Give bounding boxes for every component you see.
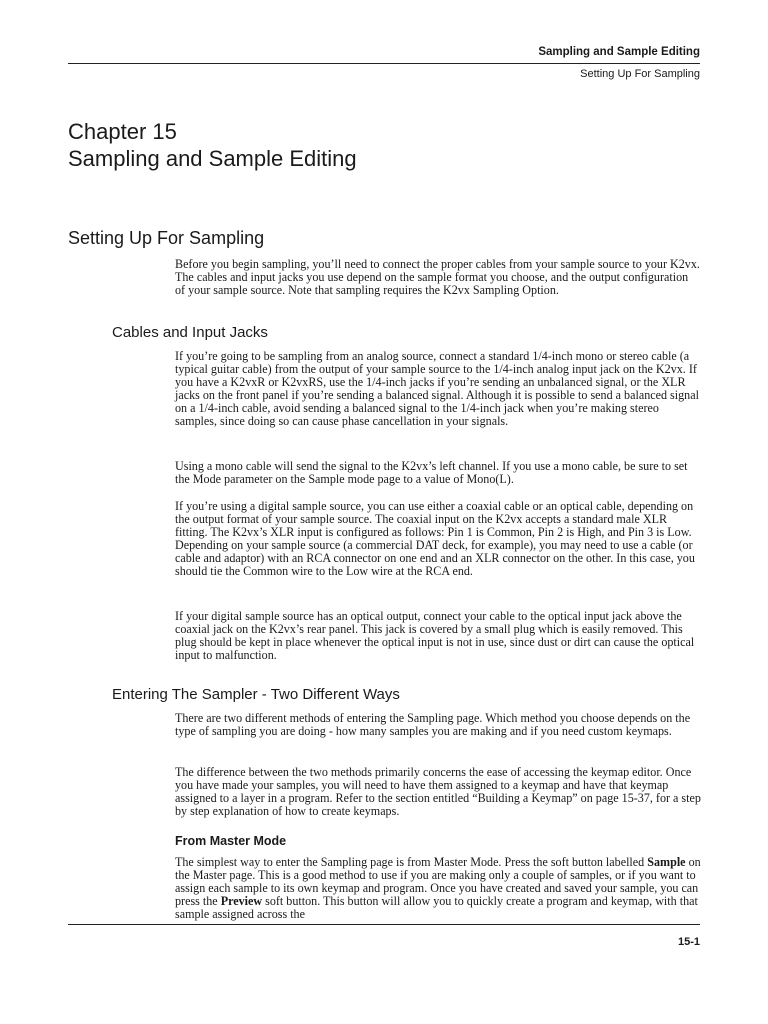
chapter-number: Chapter 15 [68,119,177,144]
master-mode-paragraph [175,856,701,922]
master-text-b: on the Master page. This is a good method to use if you are making only a couple of samples, or if you want to assign each sample to its own keymap and program. Once you have created and saved your sample, you can press the [175,856,701,909]
entering-heading: Entering The Sampler - Two Different Ways [112,686,400,703]
sample-label: Sample [647,856,686,869]
master-mode-heading: From Master Mode [175,834,287,848]
entering-paragraph-1: There are two different methods of entering the Sampling page. Which method you choose depends on the type of sampling you are doing - how many samples you are making and if you need custom keymaps. [175,711,691,739]
chapter-heading [68,118,357,172]
preview-label: Preview [220,894,263,909]
running-header-subtitle: Setting Up For Sampling [580,68,700,80]
footer-rule [68,924,700,925]
entering-paragraph-2: The difference between the two methods primarily concerns the ease of accessing the keymap editor. Once you have made your samples, you will need to have them assigned to a keymap and have that keymap assigned to a layer in a program. Refer to the section entitled “Building a Keymap” on page 15-37, for a step by step explanation of how to create keymaps. [175,765,701,819]
cables-paragraph-4: If your digital sample source has an optical output, connect your cable to the optical input jack above the coaxial jack on the K2vx’s rear panel. This jack is covered by a small plug which is easily removed. This plug should be kept in place whenever the optical input is not in use, since dust or dirt can cause the optical input to malfunction. [175,609,695,663]
header-rule [68,63,700,64]
running-header-title: Sampling and Sample Editing [538,46,700,58]
cables-paragraph-2: Using a mono cable will send the signal to the K2vx’s left channel. If you use a mono cable, be sure to set the Mode parameter on the Sample mode page to a value of Mono(L). [175,459,688,487]
master-text-c: soft button. This button will allow you to quickly create a program and keymap, with that sample assigned across the [175,894,698,922]
page-number: 15-1 [677,936,700,948]
cables-paragraph-1: If you’re going to be sampling from an analog source, connect a standard 1/4-inch mono or stereo cable (a typical guitar cable) from the output of your sample source to the 1/4-inch analog input jack on the K2vx. If you have a K2vxR or K2vxRS, use the 1/4-inch jacks if you’re sending an unbalanced signal, or the XLR jacks on the front panel if you’re sending a balanced signal. Although it is possible to send a balanced signal on a 1/4-inch cable, avoid sending a balanced signal to the 1/4-inch jack when you’re making stereo samples, since doing so can cause phase cancellation in your signals. [175,349,699,429]
chapter-title: Sampling and Sample Editing [68,146,357,171]
intro-paragraph: Before you begin sampling, you’ll need to connect the proper cables from your sample source to your K2vx. The cables and input jacks you use depend on the sample format you choose, and the output configuration of your sample source. Note that sampling requires the K2vx Sampling Option. [175,257,700,298]
cables-paragraph-3: If you’re using a digital sample source, you can use either a coaxial cable or an optical cable, depending on the output format of your sample source. The coaxial input on the K2vx accepts a standard male XLR fitting. The K2vx’s XLR input is configured as follows: Pin 1 is Common, Pin 2 is High, and Pin 3 is Low. Depending on your sample source (a commercial DAT deck, for example), you may need to use a cable (or cable and adaptor) with an RCA connector on one end and an XLR connector on the other. In this case, you should tie the Common wire to the Low wire at the RCA end. [175,499,695,579]
master-text-a: The simplest way to enter the Sampling page is from Master Mode. Press the soft button labelled [175,856,648,869]
cables-heading: Cables and Input Jacks [112,324,268,341]
section-heading: Setting Up For Sampling [68,228,265,248]
